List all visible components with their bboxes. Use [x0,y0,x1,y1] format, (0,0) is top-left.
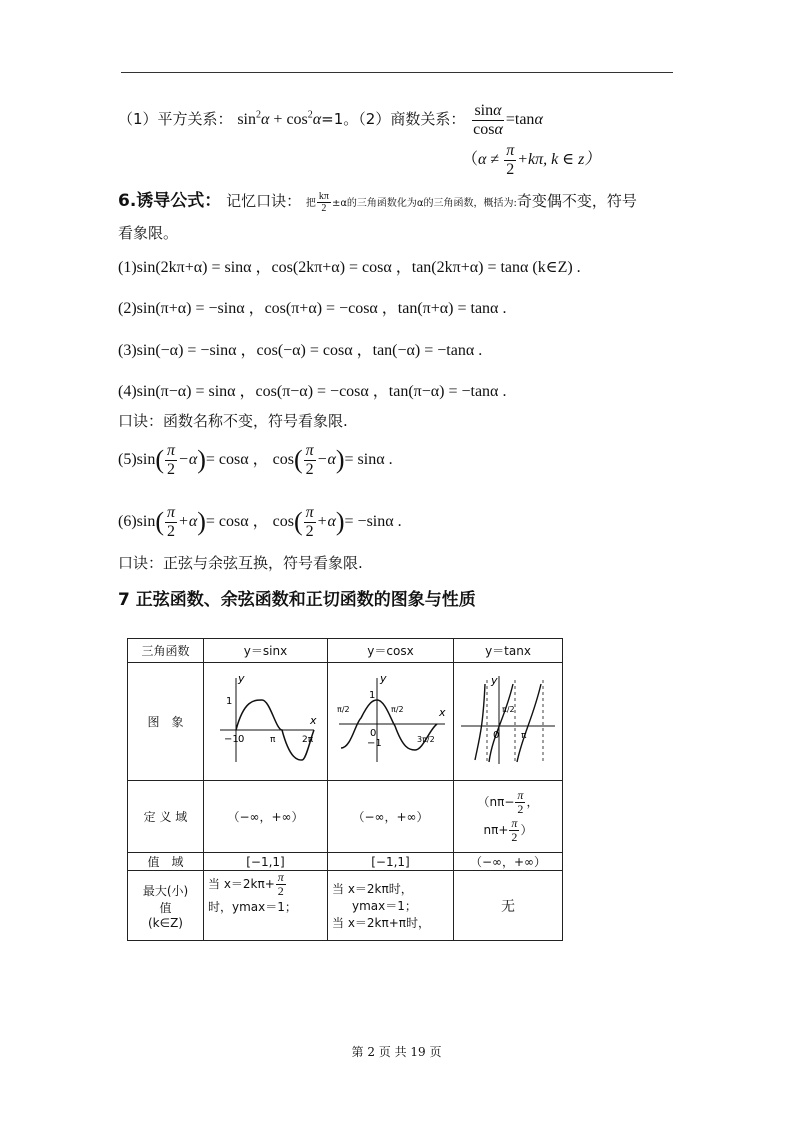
header-cell: y＝tanx [454,639,563,663]
graph-row [128,663,563,781]
sin-graph [210,670,322,770]
domain-sin: （−∞，+∞） [204,781,328,853]
domain-cos: （−∞，+∞） [328,781,454,853]
row-label: 图 象 [128,663,204,781]
mnemonic-1: 口诀：函数名称不变，符号看象限. [118,412,348,430]
range-sin: [−1,1] [204,853,328,871]
tick-label: 0 [237,734,244,745]
range-tan: （−∞，+∞） [454,853,563,871]
tick-label: π [521,731,527,741]
range-cos: [−1,1] [328,853,454,871]
mnemonic-text: 奇变偶不变，符号 [516,192,637,210]
axis-label-y: y [379,672,387,685]
quotient-relation-label: （2）商数关系： [358,110,466,129]
tick-label: 3π/2 [416,735,435,744]
trig-properties-table [127,638,563,941]
tick-label: −1 [223,734,239,745]
header-cell: y＝sinx [204,639,328,663]
cos-graph [333,670,449,770]
axis-label-y: y [491,674,498,687]
tick-label: −1 [366,738,382,749]
row-label: 最大(小) 值 (k∈Z) [128,871,204,941]
section-6-title: 6.诱导公式： [118,191,222,211]
formula-4: (4)sin(π−α) = sinα ，cos(π−α) = −cosα ，tan(π−α) = −tanα . [118,383,507,400]
tick-label: 0 [369,728,376,739]
quotient-fraction: $\frac{\sin\alpha}{\cos\alpha}$ [473,102,503,138]
formula-3: (3)sin(−α) = −sinα ，cos(−α) = cosα ，tan(−α) = −tanα . [118,342,483,359]
formula-2: (2)sin(π+α) = −sinα ，cos(π+α) = −cosα ，tan(π+α) = tanα . [118,300,507,317]
range-row [128,853,563,871]
tick-label: π/2 [502,705,515,714]
section-7-title: 7 正弦函数、余弦函数和正切函数的图象与性质 [118,590,476,610]
header-cell: 三角函数 [128,639,204,663]
formula-6: (6)sin( $\frac{\pi}{2}$ +α)= cosα ， cos( $\frac{\pi}{2}$ +α)= −sinα . [118,504,402,540]
tan-graph-cell [454,663,563,781]
tick-label: 2π [301,735,313,745]
axis-label-x: x [438,706,446,719]
axis-label-y: y [237,672,245,685]
domain-row [128,781,563,853]
square-relation-formula: $\sin^2\alpha + \cos^2\alpha$ [237,109,322,129]
page-number: 第 2 页 共 19 页 [351,1045,442,1059]
axis-label-x: x [309,714,317,727]
section-6-line2: 看象限。 [118,224,179,242]
max-sin: 当 x＝2kπ+ $\frac{\pi}{2}$ 时，ymax＝1； [204,871,328,941]
tick-label: π/2 [390,705,404,714]
cos-graph-cell [328,663,454,781]
row-label: 值 域 [128,853,204,871]
square-relation-label: （1）平方关系： [118,110,233,129]
formula-1: (1)sin(2kπ+α) = sinα ，cos(2kπ+α) = cosα ，tan(2kπ+α) = tanα (k∈Z) . [118,259,581,276]
formula-5: (5)sin( $\frac{\pi}{2}$ −α)= cosα ， cos( $\frac{\pi}{2}$ −α)= sinα . [118,442,393,478]
quotient-condition: （α ≠ $\frac{\pi}{2}$ +kπ, k ∈ z） [462,142,601,178]
tick-label: π [269,735,275,745]
tick-label: 1 [368,690,375,701]
tick-label: 0 [493,730,500,741]
tick-label: 1 [225,696,232,707]
row-label: 定 义 域 [128,781,204,853]
sin-graph-cell [204,663,328,781]
tan-graph [457,670,559,770]
table-header-row [128,639,563,663]
top-rule [121,72,673,73]
mnemonic-2: 口诀：正弦与余弦互换，符号看象限. [118,554,363,572]
max-min-row [128,871,563,941]
section-6-heading-line: 6.诱导公式： 记忆口诀： 把 $\frac{k\pi}{2}$ ±α的三角函数化为α的三角函数，概括为:奇变偶不变，符号 [118,190,637,214]
max-cos: 当 x＝2kπ时， ymax＝1； 当 x＝2kπ+π时， [328,871,454,941]
max-tan: 无 [454,871,563,941]
relations-line: （1）平方关系： $\sin^2\alpha + \cos^2\alpha=1$。（2）商数关系： $\frac{\sin\alpha}{\cos\alpha}$ =tanα [118,102,543,138]
header-cell: y＝cosx [328,639,454,663]
tick-label: π/2 [336,705,350,714]
domain-tan: （nπ− $\frac{\pi}{2}$ ， nπ+ $\frac{\pi}{2}$ ） [454,781,563,853]
